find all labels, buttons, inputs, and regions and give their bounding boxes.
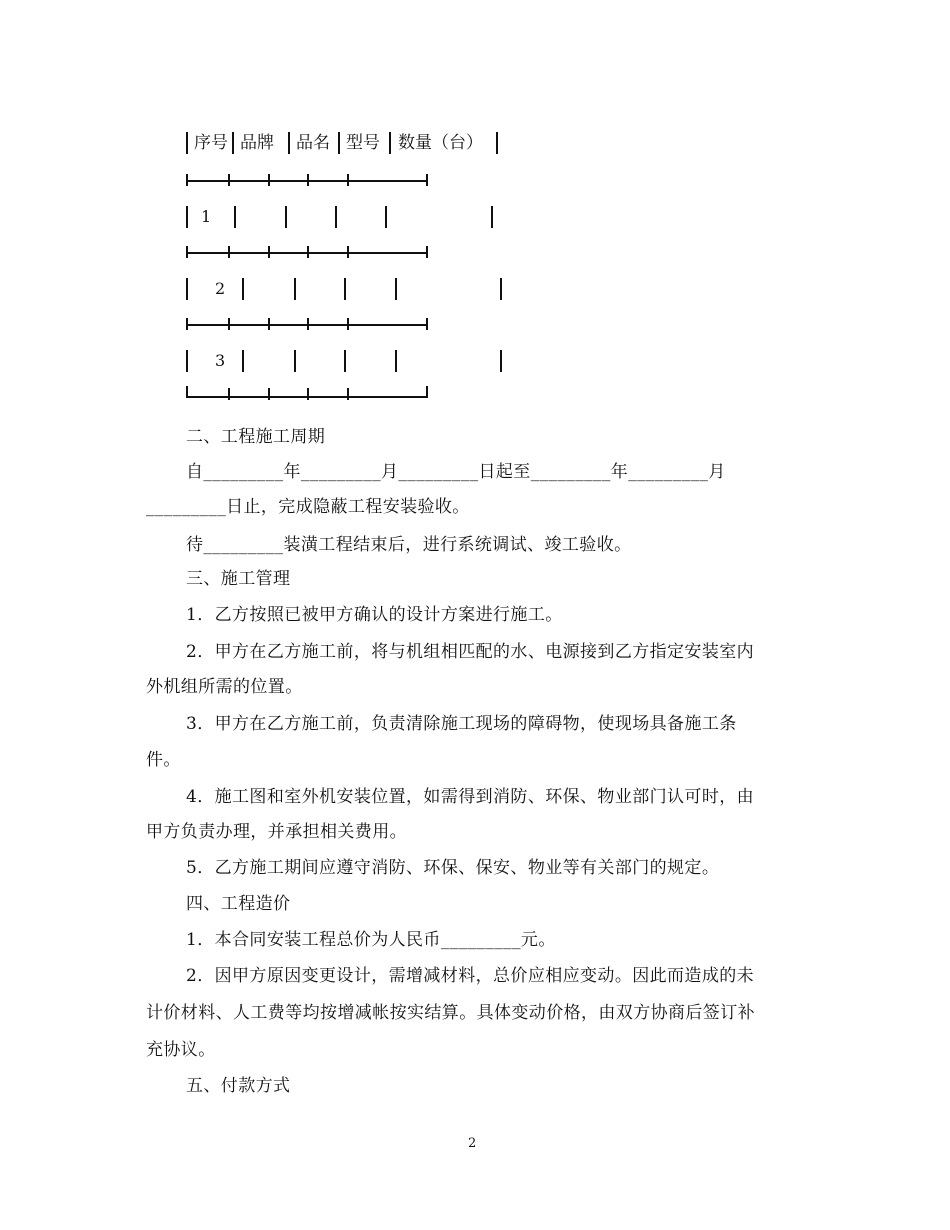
- table-border: [344, 278, 346, 300]
- table-border: [294, 278, 296, 300]
- table-border: [268, 174, 270, 186]
- table-border: [307, 388, 309, 400]
- table-border: [186, 206, 188, 228]
- table-border: [426, 386, 428, 398]
- table-border: [338, 132, 340, 154]
- table-border: [186, 318, 188, 330]
- table-border: [268, 318, 270, 330]
- table-border: [426, 246, 428, 258]
- table-border: [285, 206, 287, 228]
- table-border: [228, 246, 230, 258]
- table-border: [228, 388, 230, 400]
- table-border: [186, 278, 188, 300]
- table-border: [395, 350, 397, 372]
- table-border: [186, 174, 188, 186]
- schedule-date-line-cont: _________日止，完成隐蔽工程安装验收。: [146, 497, 470, 517]
- table-border: [234, 206, 236, 228]
- table-border: [496, 132, 498, 154]
- section-heading-payment: 五、付款方式: [186, 1076, 291, 1096]
- clause-text-cont: 计价材料、人工费等均按增减帐按实结算。具体变动价格，由双方协商后签订补: [146, 1003, 755, 1023]
- table-border: [395, 278, 397, 300]
- header-cell-model: 型号: [346, 133, 380, 153]
- header-cell-product: 品名: [296, 133, 330, 153]
- table-border: [335, 206, 337, 228]
- table-border: [307, 174, 309, 186]
- table-border: [232, 132, 234, 154]
- table-border: [347, 318, 349, 330]
- table-border: [426, 318, 428, 330]
- clause-text: 5．乙方施工期间应遵守消防、环保、保安、物业等有关部门的规定。: [186, 858, 720, 878]
- header-cell-seq: 序号: [194, 133, 228, 153]
- row-number: 1: [201, 207, 212, 226]
- table-border: [500, 350, 502, 372]
- table-border: [307, 318, 309, 330]
- page-number: 2: [468, 1136, 477, 1151]
- clause-text: 3．甲方在乙方施工前，负责清除施工现场的障碍物，使现场具备施工条: [186, 714, 737, 734]
- table-border: [500, 278, 502, 300]
- table-border: [186, 246, 188, 258]
- schedule-date-line: 自_________年_________月_________日起至_________年_________月: [186, 462, 726, 482]
- clause-text-cont: 充协议。: [146, 1040, 216, 1060]
- table-border: [186, 132, 188, 154]
- table-border: [347, 388, 349, 400]
- table-border: [228, 318, 230, 330]
- clause-text: 1．本合同安装工程总价为人民币_________元。: [186, 930, 556, 950]
- clause-text: 2．甲方在乙方施工前，将与机组相匹配的水、电源接到乙方指定安装室内: [186, 642, 755, 662]
- table-border: [344, 350, 346, 372]
- table-border: [347, 246, 349, 258]
- section-heading-schedule: 二、工程施工周期: [186, 427, 326, 447]
- table-border: [426, 174, 428, 186]
- table-border: [228, 174, 230, 186]
- header-cell-qty: 数量（台）: [398, 133, 483, 153]
- table-border: [307, 246, 309, 258]
- schedule-debug-line: 待_________装潢工程结束后，进行系统调试、竣工验收。: [186, 535, 632, 555]
- table-border: [242, 278, 244, 300]
- table-border: [347, 174, 349, 186]
- clause-text-cont: 件。: [146, 750, 181, 770]
- clause-text: 4．施工图和室外机安装位置，如需得到消防、环保、物业部门认可时，由: [186, 787, 755, 807]
- clause-text: 2．因甲方原因变更设计，需增减材料，总价应相应变动。因此而造成的未: [186, 966, 755, 986]
- section-heading-management: 三、施工管理: [186, 569, 291, 589]
- clause-text: 1．乙方按照已被甲方确认的设计方案进行施工。: [186, 605, 563, 625]
- table-border: [242, 350, 244, 372]
- table-border: [268, 246, 270, 258]
- clause-text-cont: 外机组所需的位置。: [146, 677, 303, 697]
- table-border: [288, 132, 290, 154]
- clause-text-cont: 甲方负责办理，并承担相关费用。: [146, 822, 407, 842]
- section-heading-cost: 四、工程造价: [186, 894, 291, 914]
- row-number: 2: [215, 279, 226, 298]
- header-cell-brand: 品牌: [240, 133, 274, 153]
- table-border: [491, 206, 493, 228]
- table-border: [389, 132, 391, 154]
- table-border: [186, 386, 188, 398]
- table-border: [294, 350, 296, 372]
- table-border: [186, 350, 188, 372]
- row-number: 3: [215, 351, 226, 370]
- table-border: [268, 388, 270, 400]
- table-border: [385, 206, 387, 228]
